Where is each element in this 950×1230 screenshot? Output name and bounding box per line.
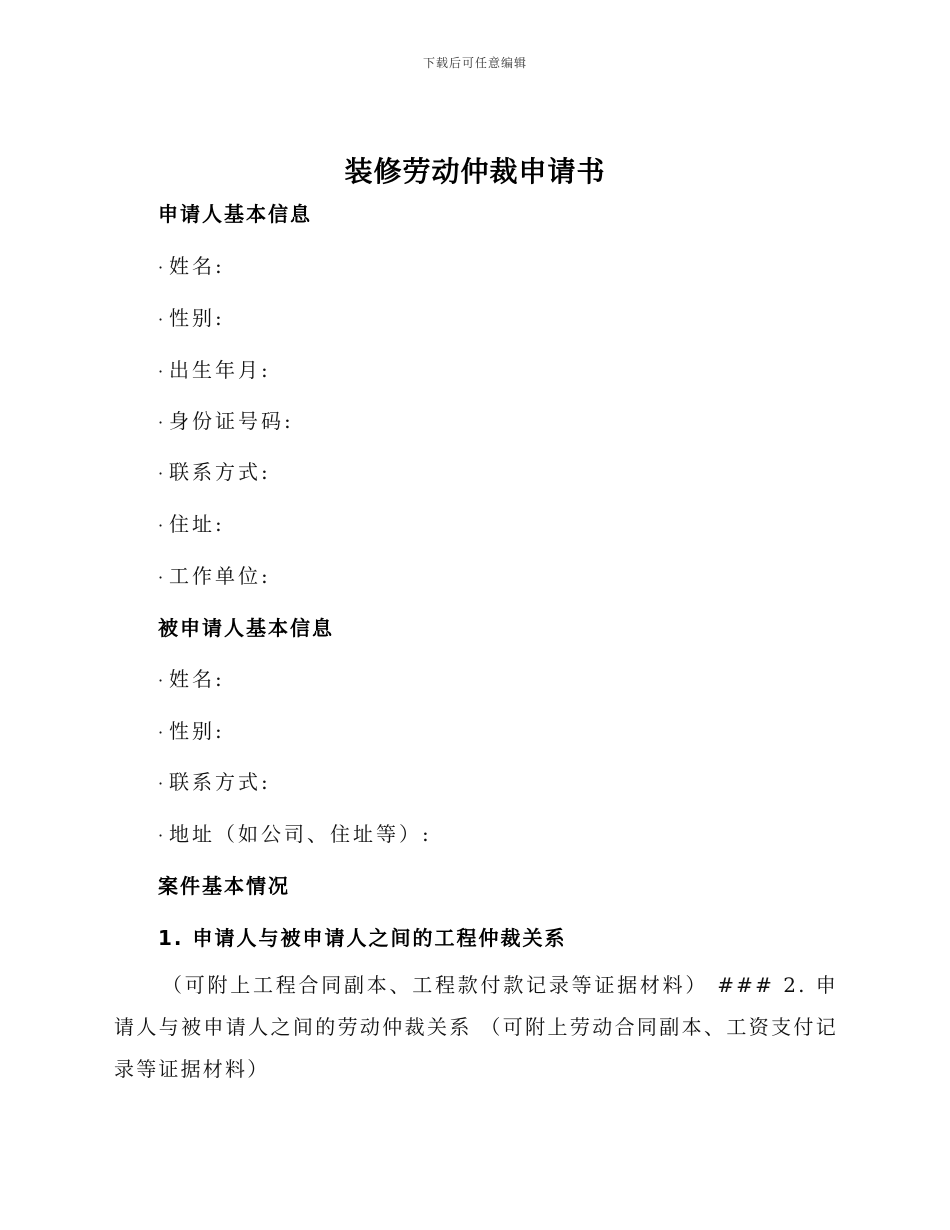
bullet-icon: · bbox=[158, 671, 164, 690]
respondent-field-contact bbox=[158, 766, 271, 795]
field-label: 性别: bbox=[169, 306, 225, 330]
field-label: 住址: bbox=[169, 512, 225, 536]
case-heading: 案件基本情况 bbox=[158, 874, 290, 898]
bullet-icon: · bbox=[158, 464, 164, 483]
respondent-heading: 被申请人基本信息 bbox=[158, 616, 334, 640]
field-label: 身份证号码: bbox=[169, 409, 294, 433]
bullet-icon: · bbox=[158, 568, 164, 587]
applicant-field-employer bbox=[158, 560, 271, 589]
applicant-field-gender bbox=[158, 302, 225, 331]
applicant-field-birth bbox=[158, 354, 271, 383]
respondent-field-address bbox=[158, 818, 432, 847]
bullet-icon: · bbox=[158, 310, 164, 329]
field-label: 联系方式: bbox=[169, 460, 271, 484]
bullet-icon: · bbox=[158, 258, 164, 277]
field-label: 地址（如公司、住址等）: bbox=[169, 822, 432, 846]
applicant-heading: 申请人基本信息 bbox=[158, 202, 312, 226]
bullet-icon: · bbox=[158, 723, 164, 742]
bullet-icon: · bbox=[158, 413, 164, 432]
field-label: 联系方式: bbox=[169, 770, 271, 794]
bullet-icon: · bbox=[158, 826, 164, 845]
case-subheading: 1. 申请人与被申请人之间的工程仲裁关系 bbox=[158, 926, 567, 950]
respondent-field-name bbox=[158, 663, 225, 692]
bullet-icon: · bbox=[158, 362, 164, 381]
applicant-field-address bbox=[158, 508, 225, 537]
applicant-field-id-number bbox=[158, 405, 294, 434]
respondent-field-gender bbox=[158, 715, 225, 744]
field-label: 工作单位: bbox=[169, 564, 271, 588]
bullet-icon: · bbox=[158, 516, 164, 535]
case-paragraph: （可附上工程合同副本、工程款付款记录等证据材料） ### 2. 申请人与被申请人之间的劳动仲裁关系 （可附上劳动合同副本、工资支付记录等证据材料） bbox=[114, 973, 838, 1081]
field-label: 姓名: bbox=[169, 667, 225, 691]
document-title: 装修劳动仲裁申请书 bbox=[344, 155, 606, 188]
header-note: 下载后可任意编辑 bbox=[422, 56, 527, 70]
field-label: 性别: bbox=[169, 719, 225, 743]
field-label: 姓名: bbox=[169, 254, 225, 278]
applicant-field-contact bbox=[158, 456, 271, 485]
field-label: 出生年月: bbox=[169, 358, 271, 382]
applicant-field-name bbox=[158, 250, 225, 279]
bullet-icon: · bbox=[158, 774, 164, 793]
